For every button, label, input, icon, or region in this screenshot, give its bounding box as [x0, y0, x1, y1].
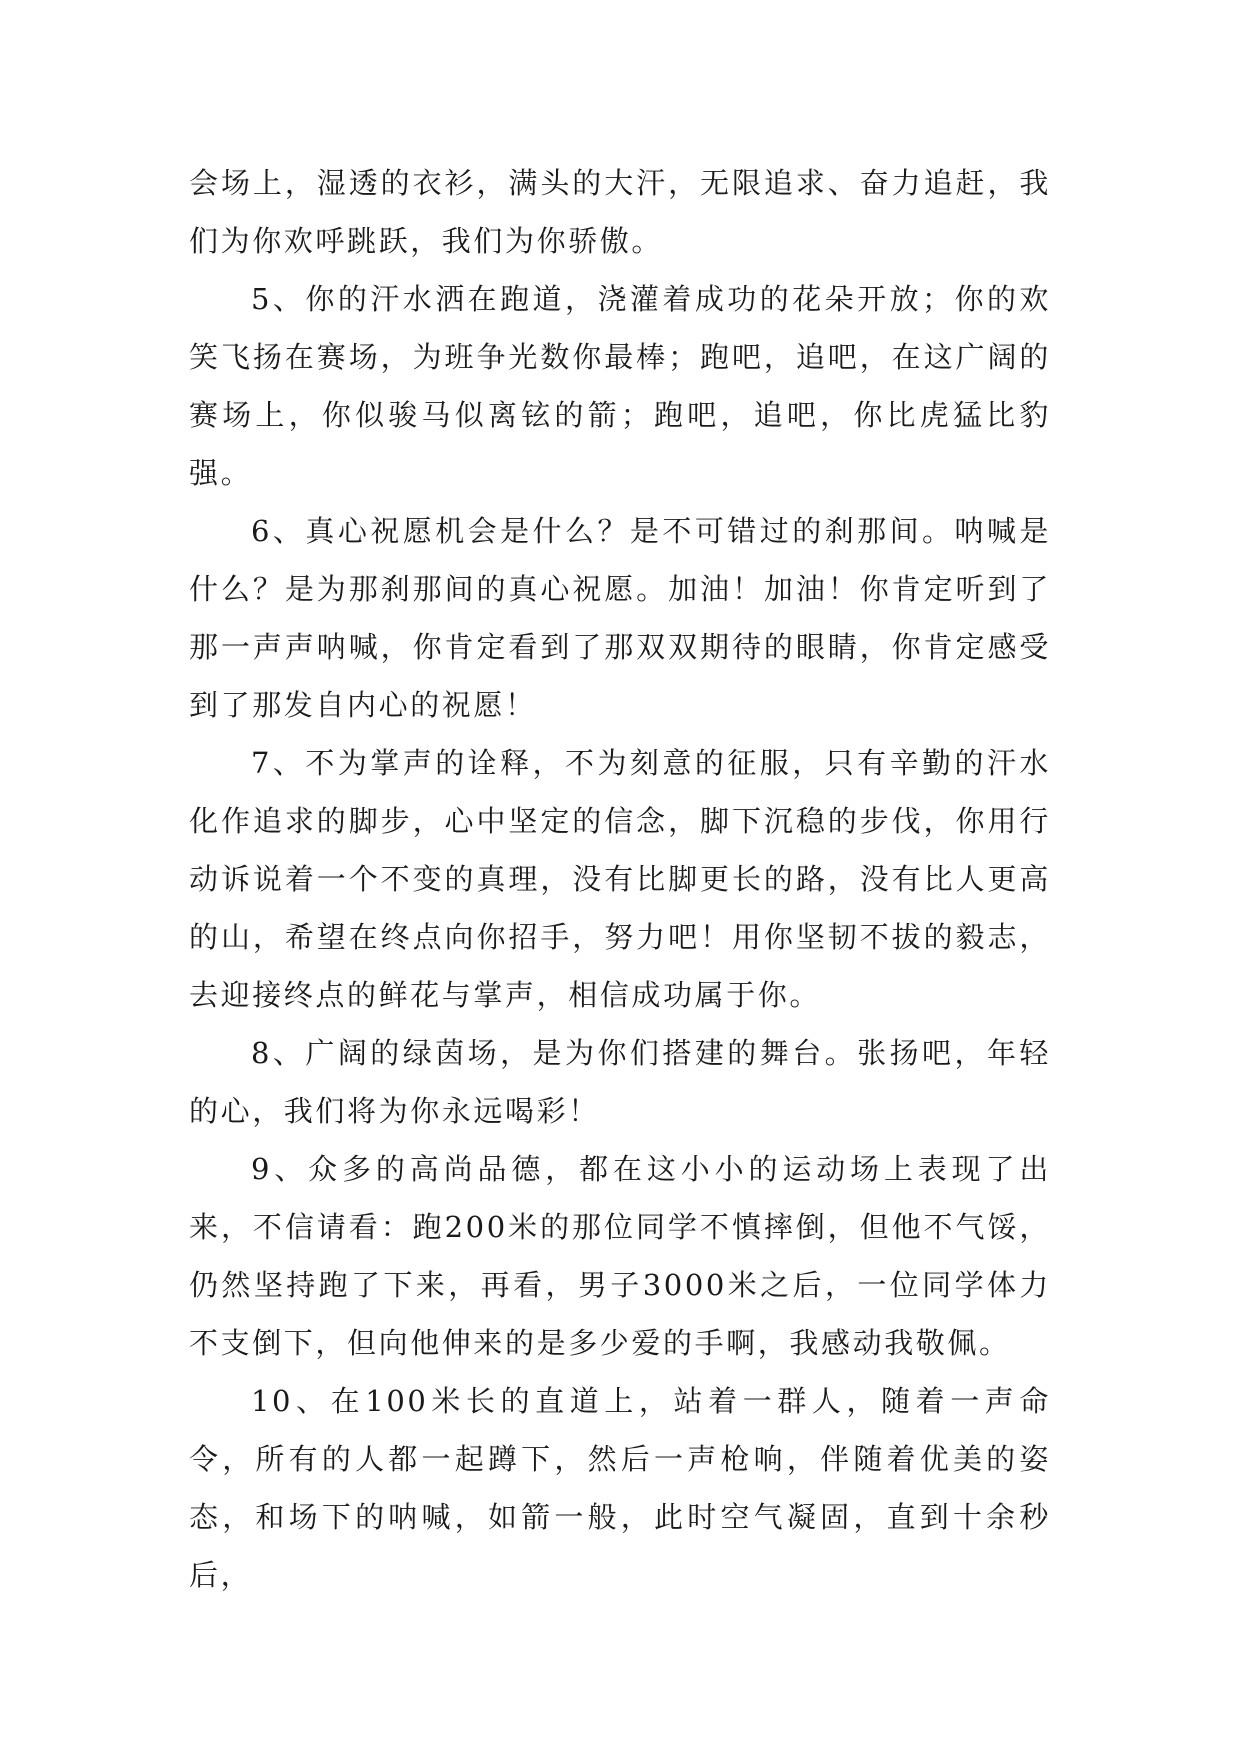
paragraph-item-7: 7、不为掌声的诠释，不为刻意的征服，只有辛勤的汗水化作追求的脚步，心中坚定的信念，脚下沉稳的步伐，你用行动诉说着一个不变的真理，没有比脚更长的路，没有比人更高的山，希望在终点向你招手，努力吧！用你坚韧不拔的毅志，去迎接终点的鲜花与掌声，相信成功属于你。	[189, 746, 1051, 1012]
paragraph-item-6: 6、真心祝愿机会是什么？是不可错过的刹那间。呐喊是什么？是为那刹那间的真心祝愿。加油！加油！你肯定听到了那一声声呐喊，你肯定看到了那双双期待的眼睛，你肯定感受到了那发自内心的祝愿！	[189, 514, 1051, 722]
paragraph-item-10: 10、在100米长的直道上，站着一群人，随着一声命令，所有的人都一起蹲下，然后一声枪响，伴随着优美的姿态，和场下的呐喊，如箭一般，此时空气凝固，直到十余秒后，	[189, 1384, 1051, 1592]
paragraph-item-5: 5、你的汗水洒在跑道，浇灌着成功的花朵开放；你的欢笑飞扬在赛场，为班争光数你最棒；跑吧，追吧，在这广阔的赛场上，你似骏马似离铉的箭；跑吧，追吧，你比虎猛比豹强。	[189, 282, 1051, 490]
paragraph-item-8: 8、广阔的绿茵场，是为你们搭建的舞台。张扬吧，年轻的心，我们将为你永远喝彩！	[189, 1036, 1051, 1128]
document-body	[189, 154, 1051, 1604]
paragraph-continuation: 会场上，湿透的衣衫，满头的大汗，无限追求、奋力追赶，我们为你欢呼跳跃，我们为你骄傲。	[189, 166, 1051, 258]
paragraph-item-9: 9、众多的高尚品德，都在这小小的运动场上表现了出来，不信请看：跑200米的那位同学不慎摔倒，但他不气馁，仍然坚持跑了下来，再看，男子3000米之后，一位同学体力不支倒下，但向他伸来的是多少爱的手啊，我感动我敬佩。	[189, 1152, 1051, 1360]
